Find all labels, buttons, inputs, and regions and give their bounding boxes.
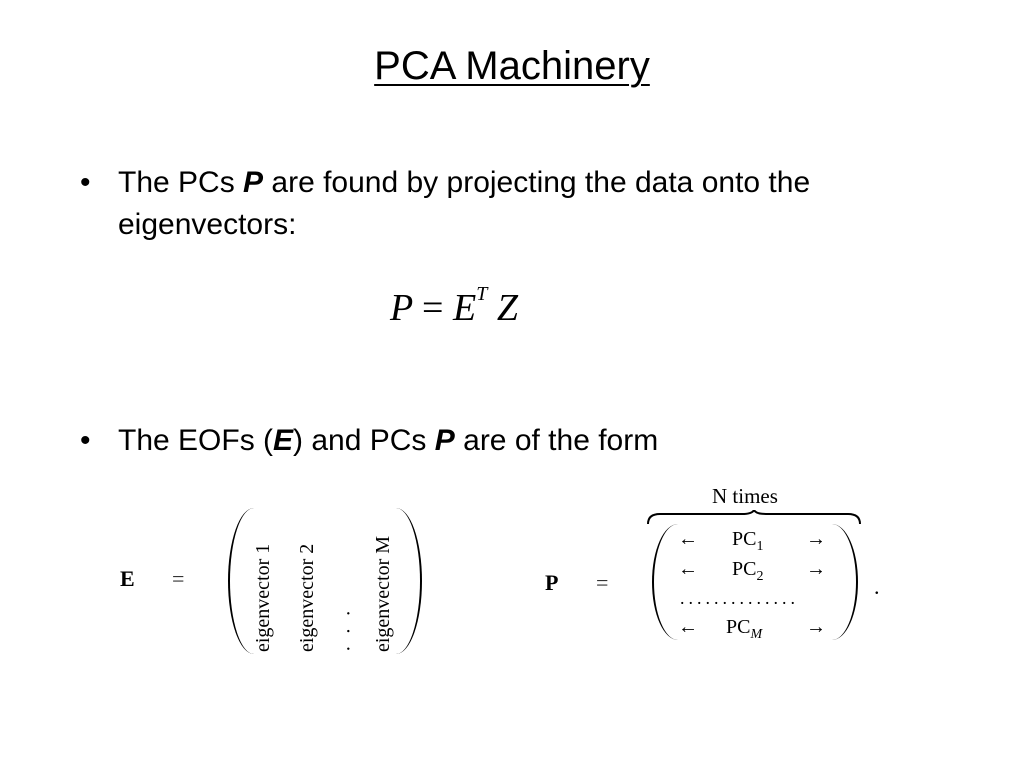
bullet-text-line2: eigenvectors: xyxy=(118,208,297,241)
right-paren xyxy=(396,508,422,654)
right-paren xyxy=(832,524,858,640)
row-ellipsis: .............. xyxy=(680,588,799,608)
matrix-p-label: P xyxy=(545,570,559,595)
brace-label: N times xyxy=(712,484,778,508)
bullet-marker: • xyxy=(80,424,91,457)
equation-p-et-z: $P = E^T$ Z xyxy=(390,283,518,329)
left-paren xyxy=(652,524,678,640)
equals-sign: = xyxy=(596,570,609,595)
eigenvector-m-label: eigenvector M xyxy=(372,535,394,652)
overbrace-icon xyxy=(646,510,862,526)
eigenvector-1-label: eigenvector 1 xyxy=(252,543,274,652)
slide-title: PCA Machinery xyxy=(374,44,650,88)
bullet-marker: • xyxy=(80,166,91,199)
ellipsis: · · · xyxy=(338,607,360,652)
equals-sign: = xyxy=(172,566,185,591)
bullet-text: The PCs P are found by projecting the data onto the xyxy=(118,166,811,199)
var-p: P xyxy=(434,424,455,457)
trailing-period: . xyxy=(874,574,880,599)
matrix-e-label: E xyxy=(120,566,135,591)
var-e: E xyxy=(273,424,294,457)
bullet-text: The EOFs (E) and PCs P are of the form xyxy=(118,424,659,457)
eigenvector-2-label: eigenvector 2 xyxy=(296,543,318,652)
var-p: P xyxy=(243,166,264,199)
left-paren xyxy=(228,508,254,654)
